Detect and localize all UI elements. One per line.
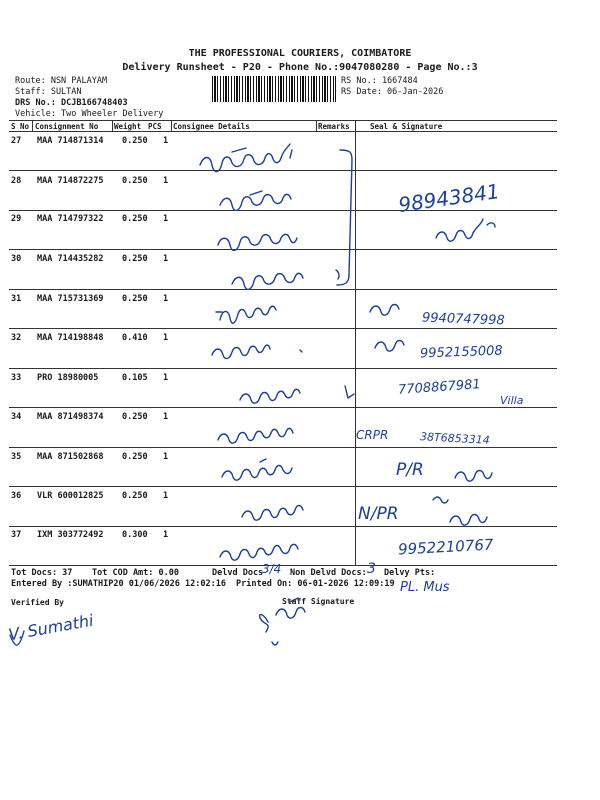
- row-pcs: 1: [163, 254, 169, 264]
- row-pcs: 1: [163, 294, 169, 304]
- row-pcs: 1: [163, 333, 169, 343]
- handwritten-phone-3: 9952155008: [419, 343, 503, 362]
- handwritten-delivered-count: 3/4: [262, 562, 282, 576]
- header-pcs: PCS: [148, 122, 162, 131]
- entered-by: Entered By :SUMATHIP20 01/06/2026 12:02:16: [11, 579, 226, 589]
- row-weight: 0.250: [122, 136, 148, 146]
- row-consignment: MAA 715731369: [37, 294, 104, 304]
- row-sno: 27: [11, 136, 22, 146]
- header-consignee: Consignee Details: [173, 122, 250, 131]
- row-consignment: IXM 303772492: [37, 530, 104, 540]
- row-pcs: 1: [163, 214, 169, 224]
- row-pcs: 1: [163, 491, 169, 501]
- handwritten-pr: P/R: [396, 460, 424, 480]
- delivered-docs: Delvd Docs: [212, 568, 264, 578]
- handwritten-phone-4: 7708867981: [397, 377, 482, 398]
- handwritten-pl: PL. Mus: [400, 580, 450, 595]
- row-pcs: 1: [163, 452, 169, 462]
- row-pcs: 1: [163, 136, 169, 146]
- handwritten-phone-2: 9940747998: [421, 310, 505, 329]
- row-weight: 0.410: [122, 333, 148, 343]
- row-weight: 0.250: [122, 254, 148, 264]
- row-consignment: MAA 714198848: [37, 333, 104, 343]
- route-label: Route: NSN PALAYAM: [15, 76, 108, 86]
- rs-number: RS No.: 1667484: [341, 76, 418, 86]
- header-sno: S No: [11, 122, 30, 131]
- handwritten-phone-6: 9952210767: [397, 535, 494, 559]
- delivery-points: Delvy Pts:: [384, 568, 436, 578]
- row-sno: 37: [11, 530, 22, 540]
- handwritten-npr: N/PR: [358, 504, 399, 524]
- total-cod: Tot COD Amt: 0.00: [92, 568, 179, 578]
- row-weight: 0.250: [122, 452, 148, 462]
- row-consignment: MAA 714871314: [37, 136, 104, 146]
- row-weight: 0.105: [122, 373, 148, 383]
- row-pcs: 1: [163, 412, 169, 422]
- staff-label: Staff: SULTAN: [15, 87, 82, 97]
- row-sno: 31: [11, 294, 22, 304]
- handwritten-phone-1: 98943841: [396, 179, 501, 217]
- header-weight: Weight: [114, 122, 142, 131]
- drs-number: DRS No.: DCJB166748403: [15, 98, 128, 108]
- verifier-signature: V. Sumathi: [7, 610, 95, 645]
- total-docs: Tot Docs: 37: [11, 568, 73, 578]
- staff-signature-label: Staff Signature: [282, 597, 355, 606]
- row-sno: 36: [11, 491, 22, 501]
- row-weight: 0.250: [122, 294, 148, 304]
- row-sno: 28: [11, 176, 22, 186]
- row-weight: 0.300: [122, 530, 148, 540]
- row-consignment: PRO 18980005: [37, 373, 99, 383]
- barcode-image: [212, 76, 336, 102]
- handwritten-villa: Villa: [500, 394, 524, 407]
- row-sno: 32: [11, 333, 22, 343]
- printed-on: Printed On: 06-01-2026 12:09:19: [236, 579, 395, 589]
- row-weight: 0.250: [122, 214, 148, 224]
- row-sno: 30: [11, 254, 22, 264]
- row-consignment: MAA 871498374: [37, 412, 104, 422]
- row-weight: 0.250: [122, 176, 148, 186]
- rs-date: RS Date: 06-Jan-2026: [341, 87, 444, 97]
- row-pcs: 1: [163, 176, 169, 186]
- row-weight: 0.250: [122, 491, 148, 501]
- row-consignment: MAA 714872275: [37, 176, 104, 186]
- header-seal: Seal & Signature: [370, 122, 443, 131]
- row-pcs: 1: [163, 530, 169, 540]
- row-weight: 0.250: [122, 412, 148, 422]
- handwritten-crpr: CRPR: [356, 428, 389, 442]
- company-title: THE PROFESSIONAL COURIERS, COIMBATORE: [188, 48, 412, 59]
- handwritten-phone-5: 38T6853314: [419, 430, 491, 447]
- row-consignment: MAA 714797322: [37, 214, 104, 224]
- row-consignment: VLR 600012825: [37, 491, 104, 501]
- non-delivered-docs: Non Delvd Docs:: [290, 568, 367, 578]
- runsheet-subtitle: Delivery Runsheet - P20 - Phone No.:9047080280 - Page No.:3: [122, 62, 478, 73]
- row-pcs: 1: [163, 373, 169, 383]
- vehicle-label: Vehicle: Two Wheeler Delivery: [15, 109, 164, 119]
- handwritten-non-delivered-count: 3: [367, 561, 376, 577]
- row-sno: 35: [11, 452, 22, 462]
- row-sno: 29: [11, 214, 22, 224]
- header-remarks: Remarks: [318, 122, 350, 131]
- row-consignment: MAA 871502868: [37, 452, 104, 462]
- verified-by-label: Verified By: [11, 598, 64, 607]
- row-consignment: MAA 714435282: [37, 254, 104, 264]
- header-consignment: Consignment No: [35, 122, 99, 131]
- row-sno: 33: [11, 373, 22, 383]
- row-sno: 34: [11, 412, 22, 422]
